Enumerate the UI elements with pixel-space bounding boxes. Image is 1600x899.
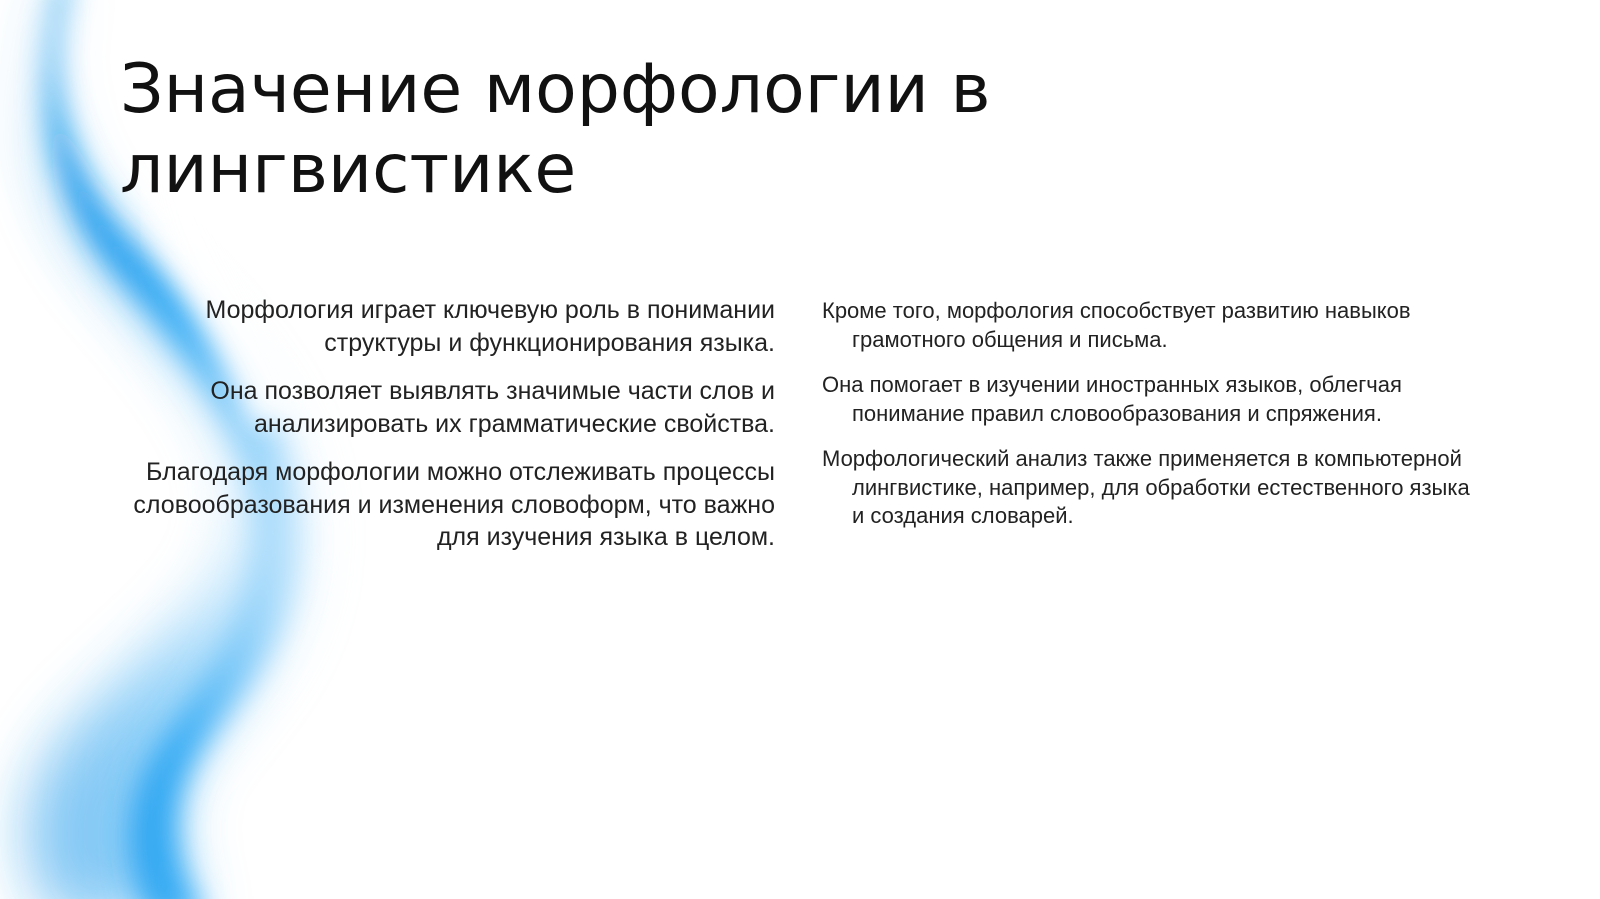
left-paragraph: Морфология играет ключевую роль в понимании структуры и функционирования языка. xyxy=(205,296,775,357)
right-paragraph: Морфологический анализ также применяется в компьютерной лингвистике, например, для обработки естественного языка и создания словарей. xyxy=(822,446,1470,528)
right-paragraph: Она помогает в изучении иностранных языков, облегчая понимание правил словообразования и спряжения. xyxy=(822,372,1402,426)
left-text-column xyxy=(120,294,775,570)
left-paragraph: Благодаря морфологии можно отслеживать процессы словообразования и изменения словоформ, что важно для изучения языка в целом. xyxy=(133,458,775,551)
right-text-column xyxy=(822,297,1482,548)
left-paragraph: Она позволяет выявлять значимые части слов и анализировать их грамматические свойства. xyxy=(210,377,775,438)
slide-title: Значение морфологии в лингвистике xyxy=(120,50,991,209)
right-paragraph: Кроме того, морфология способствует развитию навыков грамотного общения и письма. xyxy=(822,298,1411,352)
